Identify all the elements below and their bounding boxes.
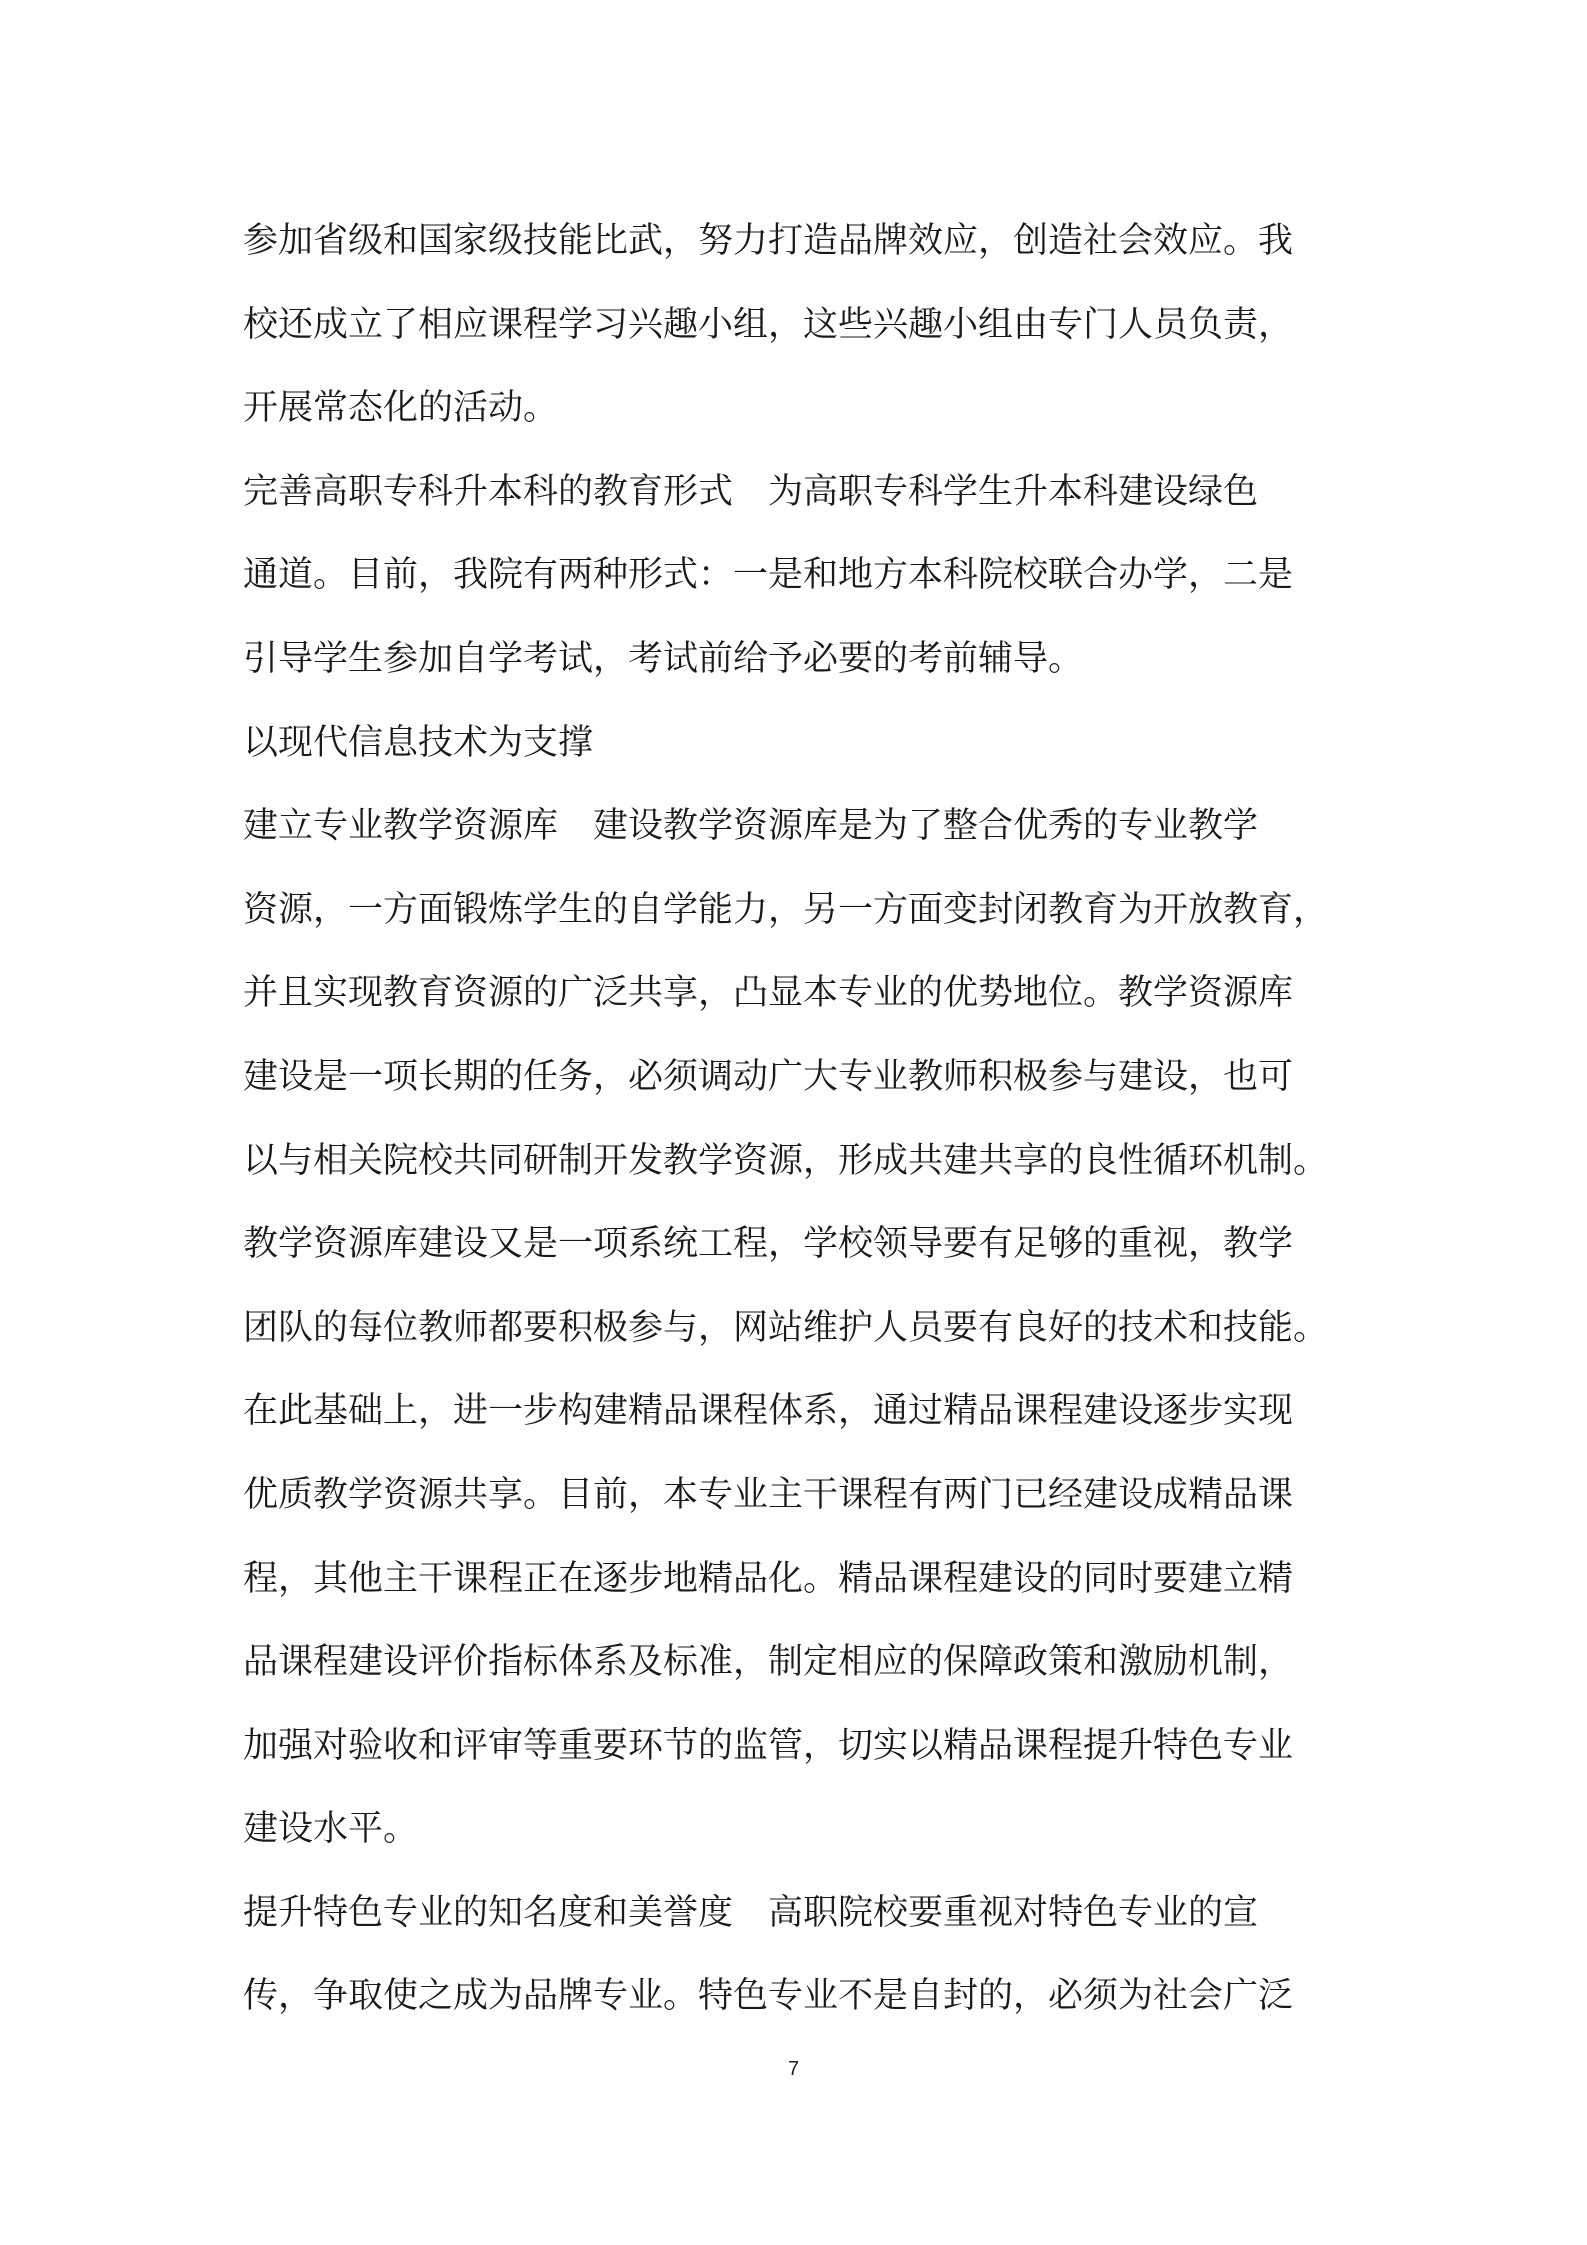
text-line: 引导学生参加自学考试，考试前给予必要的考前辅导。 [243,638,1084,679]
text-line: 并且实现教育资源的广泛共享，凸显本专业的优势地位。教学资源库 [243,973,1294,1014]
section-heading: 以现代信息技术为支撑 [243,722,594,763]
page-number: 7 [787,2058,800,2080]
text-line: 完善高职专科升本科的教育形式 为高职专科学生升本科建设绿色 [243,471,1259,512]
text-line: 开展常态化的活动。 [243,388,559,429]
text-line: 通道。目前，我院有两种形式：一是和地方本科院校联合办学，二是 [243,555,1294,596]
text-line: 加强对验收和评审等重要环节的监管，切实以精品课程提升特色专业 [243,1725,1294,1766]
text-line: 团队的每位教师都要积极参与，网站维护人员要有良好的技术和技能。 [243,1307,1329,1348]
text-line: 建立专业教学资源库 建设教学资源库是为了整合优秀的专业教学 [243,806,1259,847]
text-line: 优质教学资源共享。目前，本专业主干课程有两门已经建设成精品课 [243,1474,1294,1515]
text-line: 以与相关院校共同研制开发教学资源，形成共建共享的良性循环机制。 [243,1140,1329,1181]
text-line: 建设是一项长期的任务，必须调动广大专业教师积极参与建设，也可 [243,1056,1294,1097]
text-line: 建设水平。 [243,1809,419,1850]
text-line: 参加省级和国家级技能比武，努力打造品牌效应，创造社会效应。我 [243,221,1294,261]
text-line: 校还成立了相应课程学习兴趣小组，这些兴趣小组由专门人员负责， [243,304,1294,345]
text-line: 教学资源库建设又是一项系统工程，学校领导要有足够的重视，教学 [243,1224,1294,1265]
body-text [243,200,1383,2039]
text-line: 传，争取使之成为品牌专业。特色专业不是自封的，必须为社会广泛 [243,1976,1294,2017]
text-line: 品课程建设评价指标体系及标准，制定相应的保障政策和激励机制， [243,1642,1294,1683]
text-line: 程，其他主干课程正在逐步地精品化。精品课程建设的同时要建立精 [243,1558,1294,1599]
text-line: 资源，一方面锻炼学生的自学能力，另一方面变封闭教育为开放教育， [243,889,1329,930]
text-line: 在此基础上，进一步构建精品课程体系，通过精品课程建设逐步实现 [243,1391,1294,1432]
text-line: 提升特色专业的知名度和美誉度 高职院校要重视对特色专业的宣 [243,1892,1259,1933]
